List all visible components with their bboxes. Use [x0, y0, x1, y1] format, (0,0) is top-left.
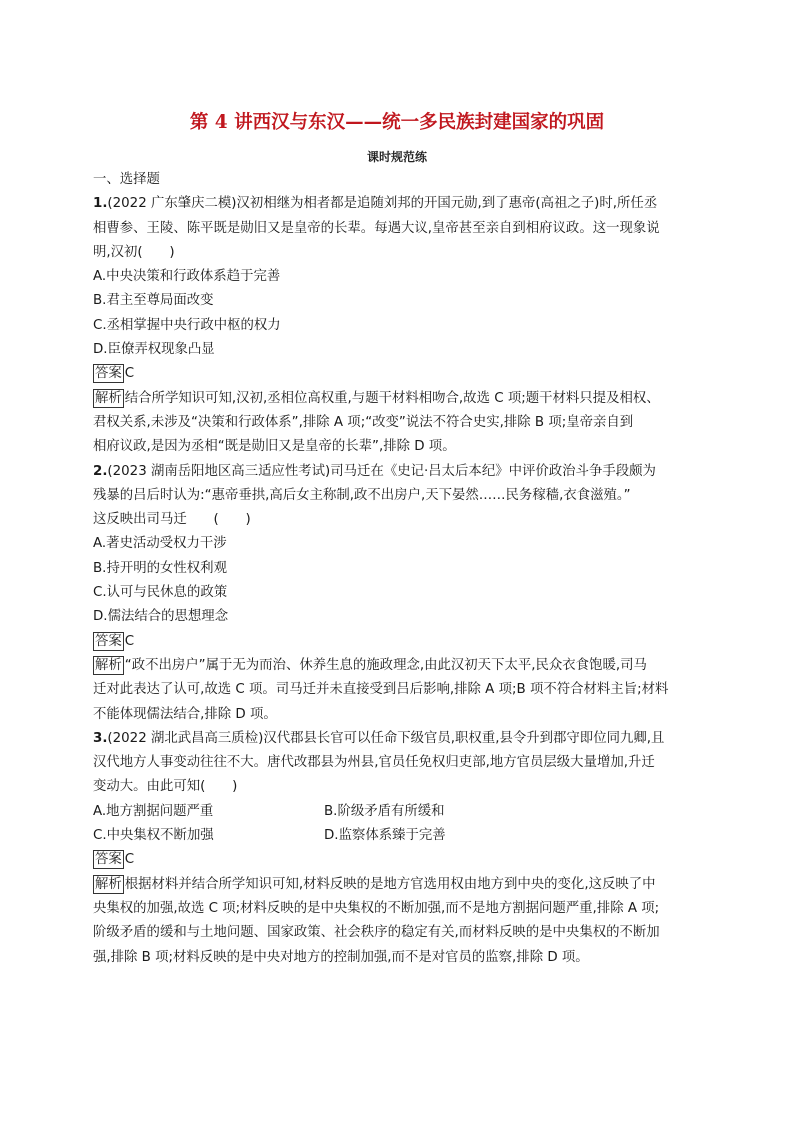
analysis-line: 君权关系,未涉及“决策和行政体系”,排除 A 项;“改变”说法不符合史实,排除 B 项;皇帝亲自到	[93, 414, 634, 430]
answer-label: 答案	[95, 633, 122, 649]
question-stem-line: 3.(2022 湖北武昌高三质检)汉代郡县长官可以任命下级官员,职权重,县令升到郡守即位同九卿,且	[93, 730, 665, 746]
analysis-line: 央集权的加强,故选 C 项;材料反映的是中央集权的不断加强,而不是地方割据问题严重,排除 A 项;	[93, 900, 660, 916]
option-c: C.丞相掌握中央行政中枢的权力	[93, 317, 281, 333]
analysis-label: 解析	[95, 657, 122, 673]
analysis-line: 解析 “政不出房户”属于无为而治、休养生息的施政理念,由此汉初天下太平,民众衣食饱暖,司马	[95, 657, 647, 673]
question-2	[93, 460, 705, 727]
answer-label: 答案	[95, 852, 122, 868]
option-a: A.中央决策和行政体系趋于完善	[93, 269, 281, 285]
page-subtitle: 课时规范练	[366, 150, 427, 164]
analysis-line: 阶级矛盾的缓和与土地问题、国家政策、社会秩序的稳定有关,而材料反映的是中央集权的不断加	[93, 925, 660, 941]
option-b: B.君主至尊局面改变	[93, 293, 214, 309]
analysis-label: 解析	[95, 390, 122, 406]
analysis-line: 解析 根据材料并结合所学知识可知,材料反映的是地方官选用权由地方到中央的变化,这反映了中	[95, 876, 656, 892]
page-title: 第 4 讲西汉与东汉——统一多民族封建国家的巩固	[189, 112, 605, 133]
question-3	[93, 727, 705, 970]
option-a: A.地方割据问题严重	[93, 803, 214, 819]
question-number: 3.	[93, 730, 108, 746]
question-stem-line: 明,汉初( )	[93, 244, 175, 260]
option-b: B.阶级矛盾有所缓和	[324, 803, 445, 819]
option-c: C.中央集权不断加强	[93, 828, 214, 844]
answer-value: C	[124, 633, 135, 649]
question-number: 2.	[93, 463, 108, 479]
analysis-line: 不能体现儒法结合,排除 D 项。	[93, 706, 277, 722]
option-d: D.监察体系臻于完善	[324, 828, 446, 844]
option-d: D.儒法结合的思想理念	[93, 609, 229, 625]
analysis-line: 迁对此表达了认可,故选 C 项。司马迁并未直接受到吕后影响,排除 A 项;B 项不符合材料主旨;材料	[93, 682, 669, 698]
option-d: D.臣僚弄权现象凸显	[93, 342, 215, 358]
analysis-line: 相府议政,是因为丞相“既是勋旧又是皇帝的长辈”,排除 D 项。	[93, 439, 456, 455]
option-c: C.认可与民休息的政策	[93, 585, 228, 601]
question-stem-line: 汉代地方人事变动往往不大。唐代改郡县为州县,官员任免权归吏部,地方官员层级大量增加,升迁	[93, 755, 655, 771]
question-1	[93, 192, 705, 459]
question-stem-line: 这反映出司马迁 ( )	[93, 512, 251, 528]
answer-line	[93, 848, 705, 872]
question-stem-line: 1.(2022 广东肇庆二模)汉初相继为相者都是追随刘邦的开国元勋,到了惠帝(高祖之子)时,所任丞	[93, 196, 658, 212]
question-stem-line: 残暴的吕后时认为:“惠帝垂拱,高后女主称制,政不出房户,天下晏然……民务稼穑,衣食滋殖。”	[93, 487, 631, 503]
analysis-label: 解析	[95, 876, 122, 892]
content	[93, 168, 705, 970]
option-b: B.持开明的女性权利观	[93, 560, 227, 576]
option-a: A.著史活动受权力干涉	[93, 536, 227, 552]
answer-line	[93, 630, 705, 654]
answer-value: C	[124, 852, 135, 868]
question-number: 1.	[93, 196, 108, 212]
question-stem-line: 变动大。由此可知( )	[93, 779, 238, 795]
question-stem-line: 相曹参、王陵、陈平既是勋旧又是皇帝的长辈。每遇大议,皇帝甚至亲自到相府议政。这一现象说	[93, 220, 660, 236]
answer-label: 答案	[95, 366, 122, 382]
option-row	[93, 824, 705, 848]
answer-value: C	[124, 366, 135, 382]
answer-line	[93, 362, 705, 386]
analysis-line: 解析 结合所学知识可知,汉初,丞相位高权重,与题干材料相吻合,故选 C 项;题干材料只提及相权、	[95, 390, 660, 406]
section-heading: 一、选择题	[93, 172, 160, 187]
analysis-line: 强,排除 B 项;材料反映的是中央对地方的控制加强,而不是对官员的监察,排除 D 项。	[93, 949, 589, 965]
option-row	[93, 800, 705, 824]
question-stem-line: 2.(2023 湖南岳阳地区高三适应性考试)司马迁在《史记·吕太后本纪》中评价政治斗争手段颇为	[93, 463, 656, 479]
